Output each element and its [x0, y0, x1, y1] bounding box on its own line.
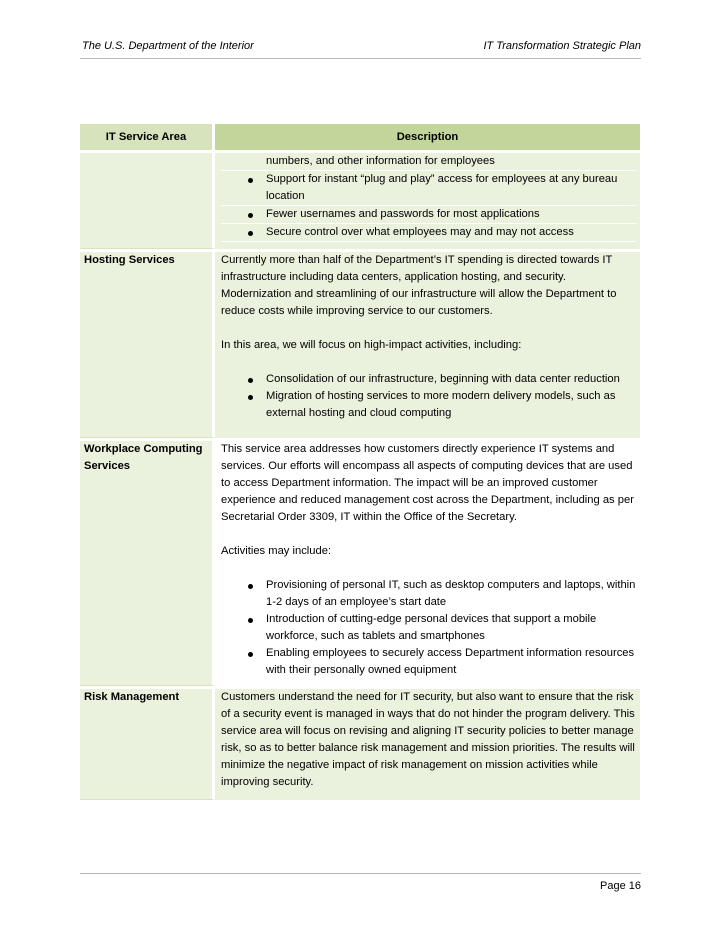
table-row-hosting-services	[80, 249, 640, 438]
description-cell	[215, 153, 640, 249]
header-document-title: IT Transformation Strategic Plan	[483, 40, 641, 52]
bullet-icon	[248, 231, 253, 236]
header-agency: The U.S. Department of the Interior	[82, 40, 254, 52]
bullet-list	[221, 371, 636, 422]
column-header-service-area: IT Service Area	[80, 124, 215, 150]
description-paragraph: Customers understand the need for IT security, but also want to ensure that the risk of a security event is managed in ways that do not hinder the program delivery. This service area will focus on revising and aligning IT security policies to better manage risk, so as to better balance risk management and mission priorities. The results will minimize the negative impact of risk management on mission activities while improving security.	[221, 691, 635, 788]
table-row-risk-management	[80, 686, 640, 800]
list-item: Consolidation of our infrastructure, beginning with data center reduction	[221, 371, 636, 388]
description-paragraph: Activities may include:	[221, 545, 332, 557]
list-item: Introduction of cutting-edge personal devices that support a mobile workforce, such as tablets and smartphones	[221, 611, 636, 645]
service-area-cell: Workplace Computing Services	[80, 441, 215, 686]
page-header	[82, 40, 641, 58]
service-area-cell: Risk Management	[80, 689, 215, 800]
service-area-cell: Hosting Services	[80, 252, 215, 438]
list-item: Secure control over what employees may and may not access	[221, 224, 636, 242]
description-paragraph: In this area, we will focus on high-impact activities, including:	[221, 339, 522, 351]
list-item-continued: numbers, and other information for employees	[221, 153, 636, 171]
description-paragraph: This service area addresses how customers directly experience IT systems and services. Our efforts will encompass all aspects of computing devices that are used to access Department information. The impact will be an improved customer experience and reduced management cost across the Department, including as per Secretarial Order 3309, IT within the Office of the Secretary.	[221, 443, 634, 523]
list-item: Provisioning of personal IT, such as desktop computers and laptops, within 1-2 days of an employee’s start date	[221, 577, 636, 611]
service-area-cell-empty	[80, 153, 215, 249]
page-number: Page 16	[600, 880, 641, 892]
list-item: Support for instant “plug and play” access for employees at any bureau location	[221, 171, 636, 206]
bullet-icon	[248, 213, 253, 218]
description-cell	[215, 689, 640, 800]
bullet-icon	[248, 584, 253, 589]
bullet-list	[221, 153, 636, 242]
list-item: Migration of hosting services to more modern delivery models, such as external hosting and cloud computing	[221, 388, 636, 422]
description-paragraph: Currently more than half of the Department’s IT spending is directed towards IT infrastructure including data centers, application hosting, and security. Modernization and streamlining of our infrastructure will allow the Department to reduce costs while improving service to our customers.	[221, 254, 617, 317]
column-header-description: Description	[215, 124, 640, 150]
service-area-table	[80, 124, 640, 800]
bullet-icon	[248, 378, 253, 383]
description-cell	[215, 441, 640, 686]
list-item: Enabling employees to securely access Department information resources with their personally owned equipment	[221, 645, 636, 679]
bullet-icon	[248, 618, 253, 623]
description-cell	[215, 252, 640, 438]
list-item: Fewer usernames and passwords for most applications	[221, 206, 636, 224]
table-row-continued	[80, 150, 640, 249]
header-divider	[80, 58, 641, 59]
bullet-icon	[248, 652, 253, 657]
bullet-icon	[248, 395, 253, 400]
table-header-row	[80, 124, 640, 150]
footer-divider	[80, 873, 641, 874]
bullet-list	[221, 577, 636, 679]
table-row-workplace-computing-services	[80, 438, 640, 686]
bullet-icon	[248, 178, 253, 183]
